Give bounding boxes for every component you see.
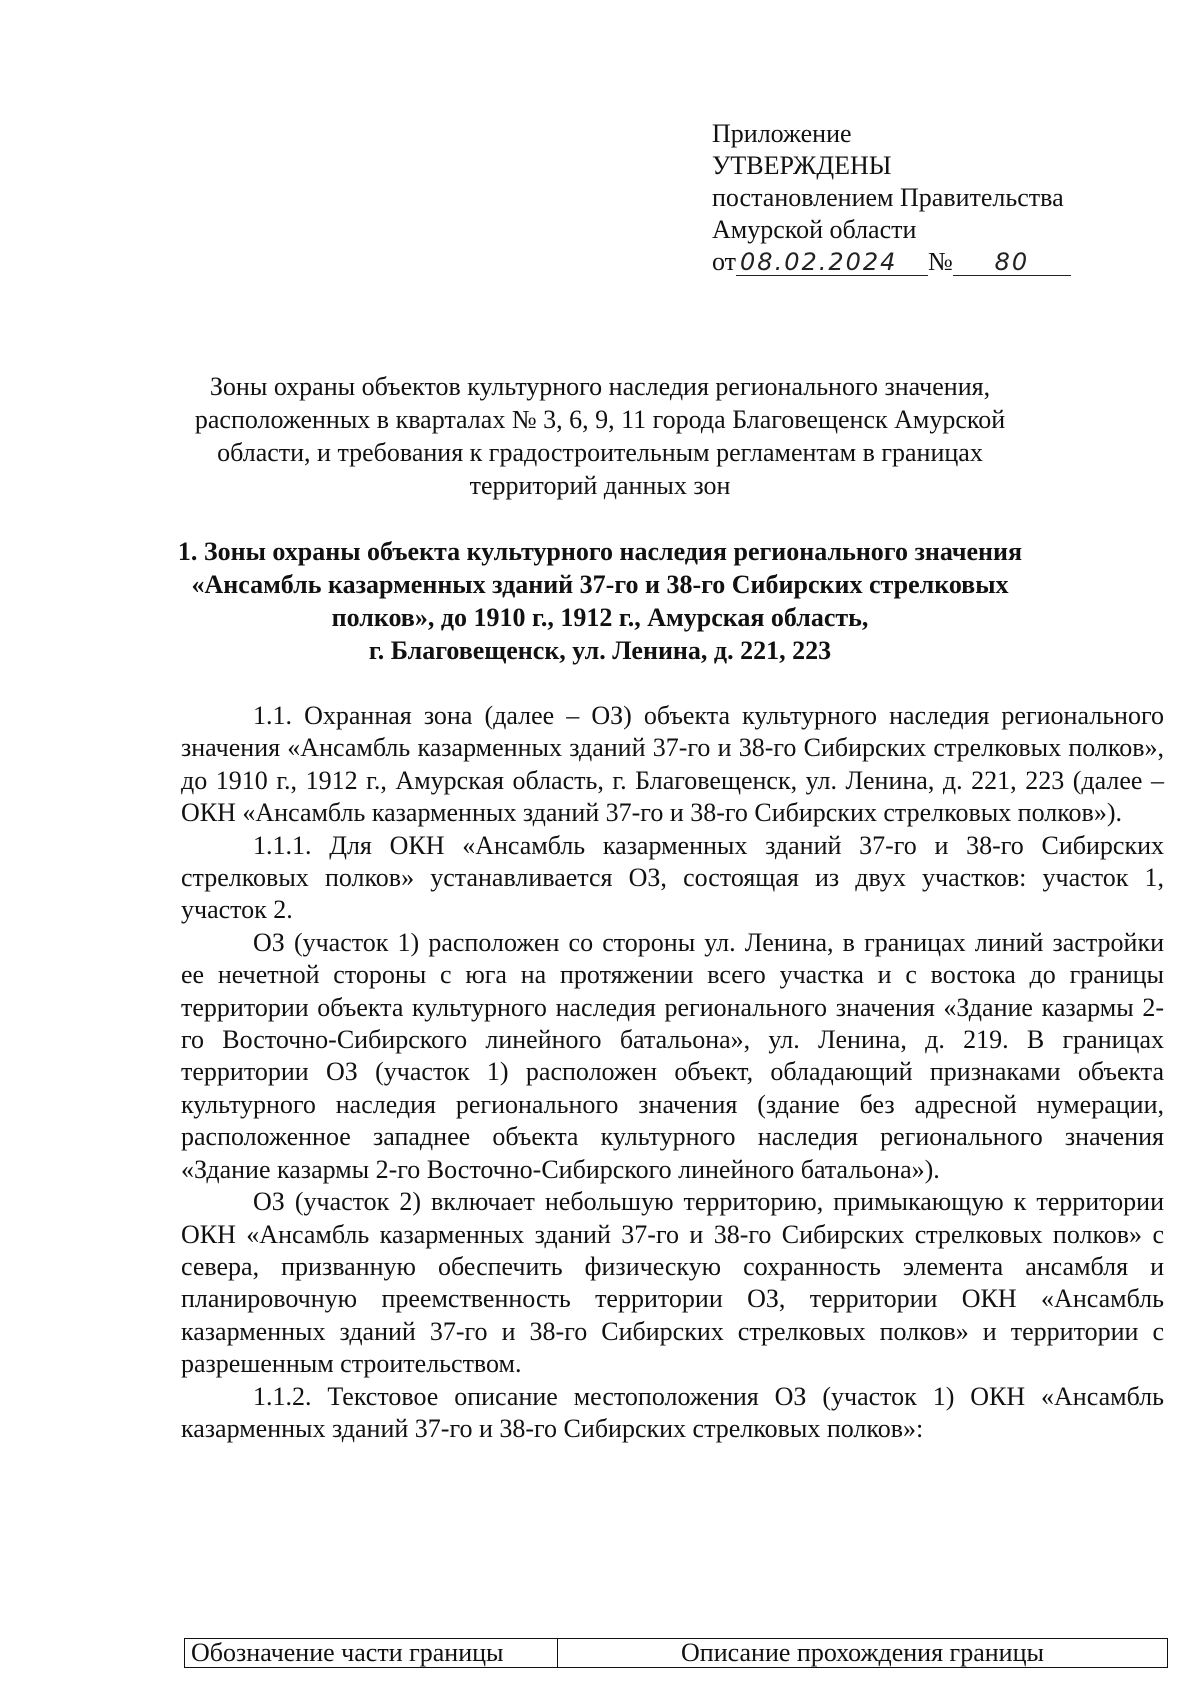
document-title-line: области, и требования к градостроительным регламентам в границах [217, 438, 983, 467]
section-1-heading [170, 535, 1030, 667]
section-heading-line: «Ансамбль казарменных зданий 37-го и 38-го Сибирских стрелковых [191, 570, 1009, 599]
document-title-line: территорий данных зон [469, 471, 731, 500]
section-heading-line: 1. Зоны охраны объекта культурного наследия регионального значения [177, 537, 1023, 566]
paragraph-1-1-2: 1.1.2. Текстовое описание местоположения ОЗ (участок 1) ОКН «Ансамбль казарменных зданий 37-го и 38-го Сибирских стрелковых полков»: [181, 1381, 1164, 1443]
number-field [953, 249, 1071, 276]
approval-decree-label: постановлением Правительства [712, 183, 1064, 212]
table-header-row [185, 1639, 1168, 1668]
document-title [170, 370, 1030, 502]
table-header-boundary-part: Обозначение части границы [185, 1639, 558, 1668]
handwritten-date: 08.02.2024 [740, 248, 898, 276]
approval-appendix-label: Приложение [712, 119, 852, 148]
paragraph-plot-1: ОЗ (участок 1) расположен со стороны ул. Ленина, в границах линий застройки ее нечетной стороны с юга на протяжении всего участка и с востока до границы территории объекта культурного наследия регионального значения «Здание казармы 2-го Восточно-Сибирского линейного батальона», ул. Ленина, д. 219. В границах территории ОЗ (участок 1) расположен объект, обладающий признаками объекта культурного наследия регионального значения (здание без адресной нумерации, расположенное западнее объекта культурного наследия регионального значения «Здание казармы 2-го Восточно-Сибирского линейного батальона»). [181, 927, 1164, 1184]
date-field [736, 249, 928, 276]
approval-stamp-block [712, 118, 1112, 278]
paragraph-1-1-1: 1.1.1. Для ОКН «Ансамбль казарменных зданий 37-го и 38-го Сибирских стрелковых полков» устанавливается ОЗ, состоящая из двух участков: участок 1, участок 2. [181, 830, 1164, 925]
section-heading-line: г. Благовещенск, ул. Ленина, д. 221, 223 [368, 636, 832, 665]
section-heading-line: полков», до 1910 г., 1912 г., Амурская область, [331, 603, 869, 632]
document-title-line: Зоны охраны объектов культурного наследия регионального значения, [209, 372, 991, 401]
boundary-description-table [184, 1638, 1168, 1668]
approval-region-label: Амурской области [712, 215, 917, 244]
handwritten-number: 80 [994, 248, 1030, 276]
section-1-body [181, 700, 1164, 1445]
paragraph-plot-2: ОЗ (участок 2) включает небольшую территорию, примыкающую к территории ОКН «Ансамбль казарменных зданий 37-го и 38-го Сибирских стрелковых полков» с севера, призванную обеспечить физическую сохранность элемента ансамбля и планировочную преемственность территории ОЗ, территории ОКН «Ансамбль казарменных зданий 37-го и 38-го Сибирских стрелковых полков» и территории с разрешенным строительством. [181, 1187, 1164, 1379]
number-prefix: № [928, 247, 953, 276]
paragraph-1-1: 1.1. Охранная зона (далее – ОЗ) объекта культурного наследия регионального значения «Ансамбль казарменных зданий 37-го и 38-го Сибирских стрелковых полков», до 1910 г., 1912 г., Амурская область, г. Благовещенск, ул. Ленина, д. 221, 223 (далее – ОКН «Ансамбль казарменных зданий 37-го и 38-го Сибирских стрелковых полков»). [181, 701, 1164, 828]
date-prefix: от [712, 247, 737, 276]
document-title-line: расположенных в кварталах № 3, 6, 9, 11 города Благовещенск Амурской [194, 405, 1006, 434]
approval-approved-label: УТВЕРЖДЕНЫ [712, 151, 892, 180]
table-header-boundary-description: Описание прохождения границы [558, 1639, 1168, 1668]
approval-date-number-line [712, 246, 1112, 278]
